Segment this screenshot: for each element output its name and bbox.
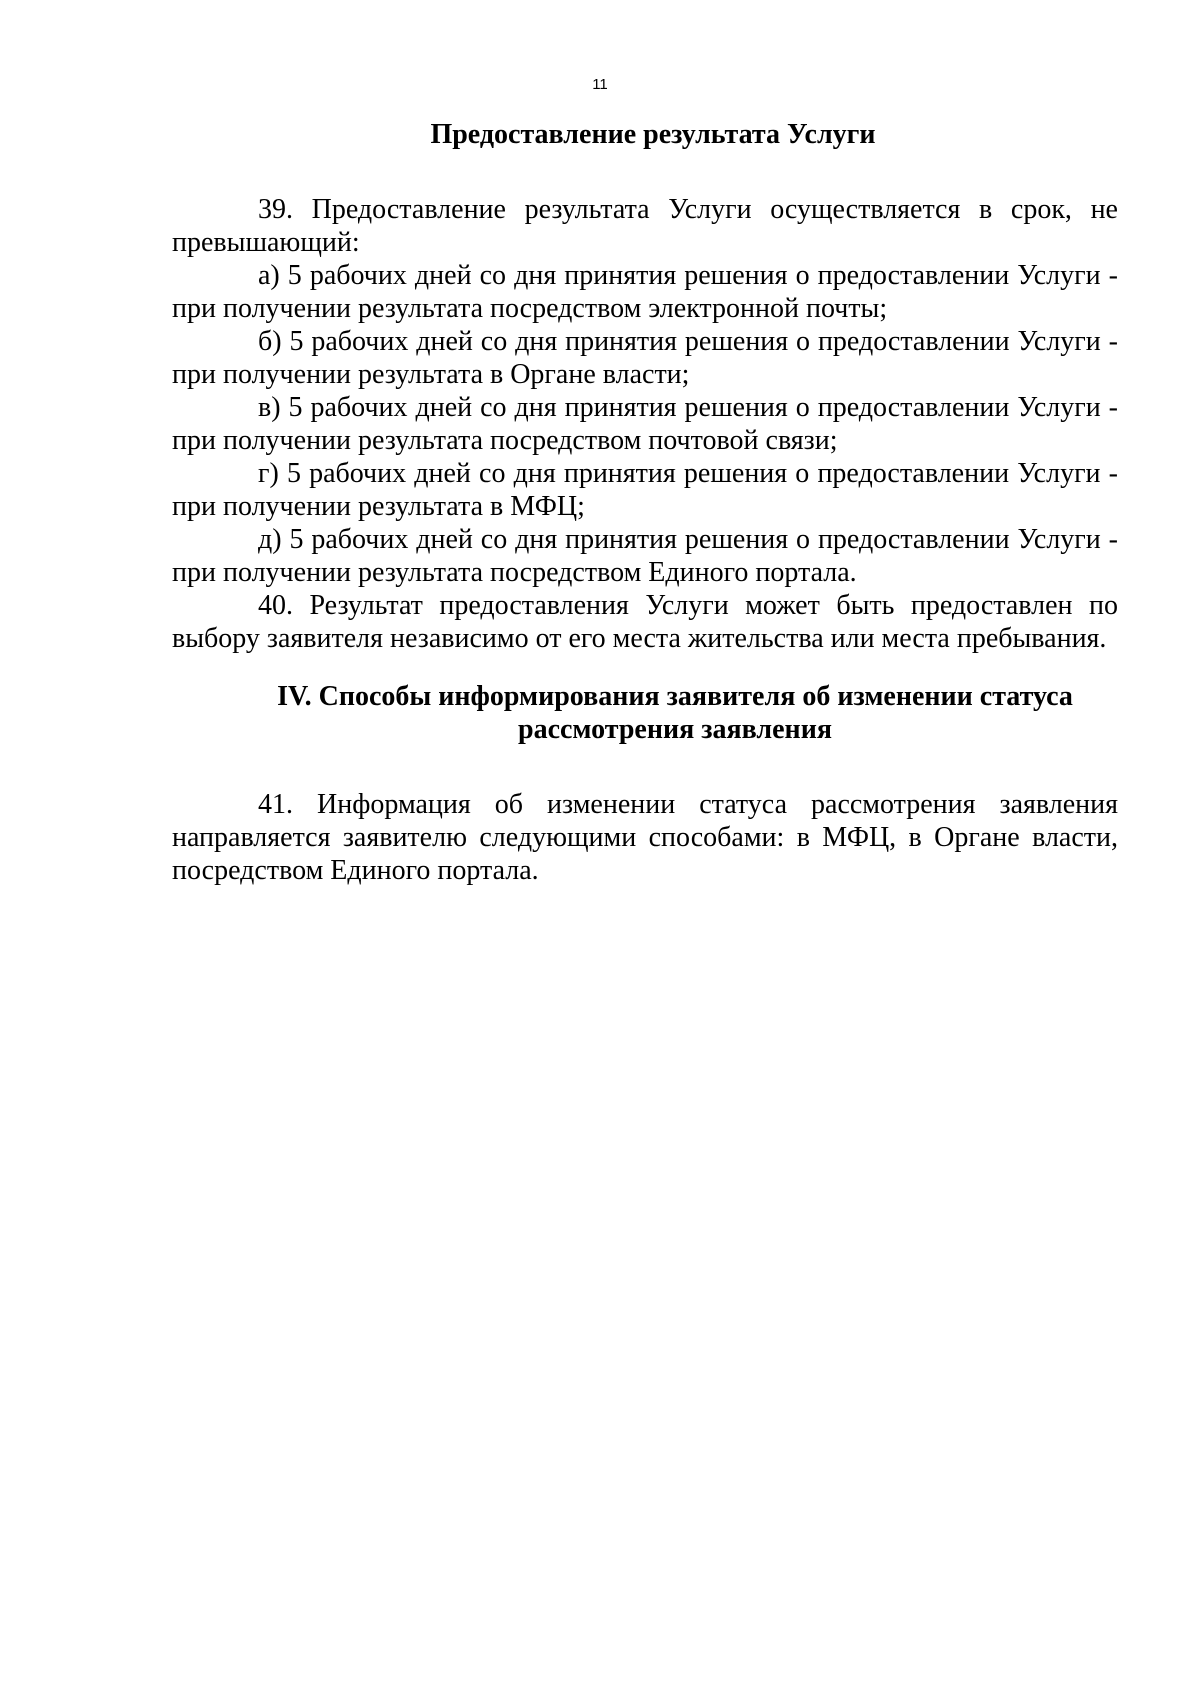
section-heading-result: Предоставление результата Услуги bbox=[430, 119, 876, 150]
paragraph-39: 39. Предоставление результата Услуги осуществляется в срок, не превышающий: bbox=[172, 194, 1118, 258]
paragraph-41: 41. Информация об изменении статуса рассмотрения заявления направляется заявителю следующими способами: в МФЦ, в Органе власти, посредством Единого портала. bbox=[172, 789, 1118, 886]
section-heading-iv-line2: рассмотрения заявления bbox=[518, 714, 832, 745]
paragraph-39b: б) 5 рабочих дней со дня принятия решения о предоставлении Услуги - при получении результата в Органе власти; bbox=[172, 326, 1118, 390]
page-number: 11 bbox=[592, 76, 608, 93]
paragraph-39v: в) 5 рабочих дней со дня принятия решения о предоставлении Услуги - при получении результата посредством почтовой связи; bbox=[172, 392, 1118, 456]
paragraph-39g: г) 5 рабочих дней со дня принятия решения о предоставлении Услуги - при получении результата в МФЦ; bbox=[172, 458, 1118, 522]
section-heading-iv bbox=[232, 680, 1118, 746]
paragraph-40: 40. Результат предоставления Услуги может быть предоставлен по выбору заявителя независимо от его места жительства или места пребывания. bbox=[172, 590, 1118, 654]
section-heading-iv-line1: IV. Способы информирования заявителя об изменении статуса bbox=[277, 681, 1073, 712]
paragraph-39a: а) 5 рабочих дней со дня принятия решения о предоставлении Услуги - при получении результата посредством электронной почты; bbox=[172, 260, 1118, 324]
paragraph-39d: д) 5 рабочих дней со дня принятия решения о предоставлении Услуги - при получении результата посредством Единого портала. bbox=[172, 524, 1118, 588]
document-body bbox=[172, 118, 1118, 887]
